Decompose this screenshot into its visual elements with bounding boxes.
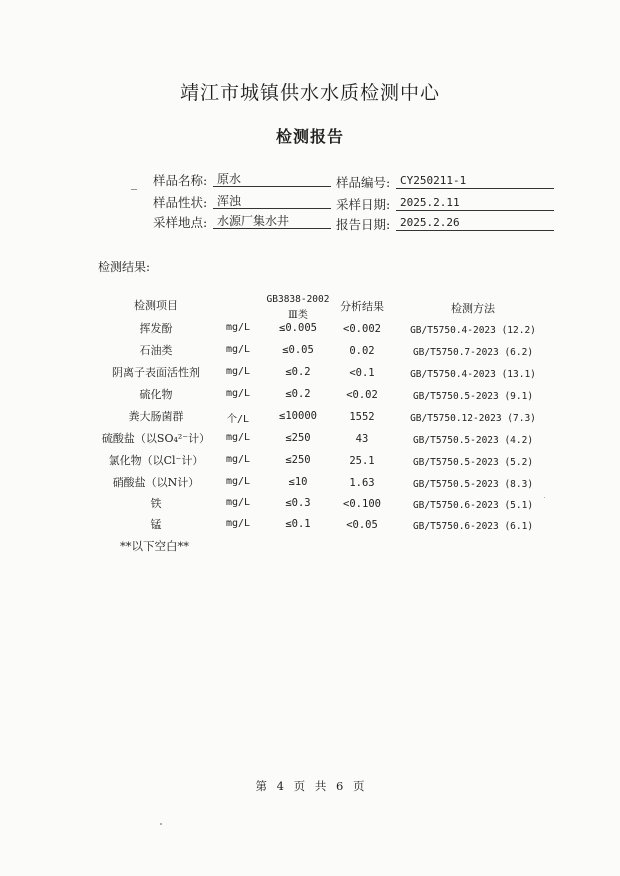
col-header-method: 检测方法	[451, 302, 495, 315]
row-unit: mg/L	[225, 344, 251, 355]
sampling-location-label: 采样地点:	[153, 215, 208, 230]
row-unit: mg/L	[225, 322, 251, 333]
scan-speck	[160, 823, 162, 825]
blank-below-note: **以下空白**	[120, 539, 189, 553]
report-date-label: 报告日期:	[336, 217, 391, 232]
row-unit: mg/L	[225, 366, 251, 377]
report-title: 检测报告	[275, 127, 344, 146]
sampling-date-label: 采样日期:	[336, 197, 391, 212]
col-header-standard-line2: Ⅲ类	[288, 310, 308, 321]
row-method: GB/T5750.4-2023 (13.1)	[410, 369, 536, 380]
row-method: GB/T5750.4-2023 (12.2)	[410, 325, 536, 336]
row-method: GB/T5750.5-2023 (4.2)	[412, 435, 534, 446]
row-unit: mg/L	[225, 518, 251, 529]
row-method: GB/T5750.5-2023 (9.1)	[412, 391, 534, 402]
page-footer: 第 4 页 共 6 页	[255, 779, 365, 793]
row-limit: ≤0.05	[282, 344, 314, 356]
row-unit: mg/L	[225, 497, 251, 508]
row-unit: mg/L	[225, 388, 251, 399]
row-result: <0.05	[346, 519, 378, 531]
row-result: 43	[355, 433, 369, 445]
row-limit: ≤250	[285, 454, 311, 466]
row-item: 硝酸盐（以N计）	[112, 476, 200, 489]
sampling-location-value: 水源厂集水井	[213, 213, 331, 229]
scan-speck	[544, 497, 545, 498]
row-unit: mg/L	[225, 454, 251, 465]
sample-name-label: 样品名称:	[153, 173, 208, 188]
col-header-result: 分析结果	[340, 300, 384, 313]
row-limit: ≤0.3	[285, 497, 311, 509]
row-limit: ≤10000	[279, 410, 317, 422]
row-result: 1552	[349, 411, 375, 423]
row-item: 粪大肠菌群	[128, 410, 184, 423]
sample-nature-value: 浑浊	[213, 193, 331, 209]
row-item: 挥发酚	[139, 322, 173, 335]
row-method: GB/T5750.6-2023 (5.1)	[412, 500, 534, 511]
row-item: 锰	[150, 518, 162, 531]
row-result: <0.100	[343, 498, 381, 510]
row-limit: ≤250	[285, 432, 311, 444]
row-unit: mg/L	[225, 432, 251, 443]
report-date-value: 2025.2.26	[396, 215, 554, 231]
row-item: 铁	[150, 497, 162, 510]
results-heading: 检测结果:	[98, 260, 151, 274]
row-method: GB/T5750.6-2023 (6.1)	[412, 521, 534, 532]
sample-name-value: 原水	[213, 171, 331, 187]
row-item: 硫化物	[139, 388, 173, 401]
sample-nature-label: 样品性状:	[153, 195, 208, 210]
row-item: 硫酸盐（以SO₄²⁻计）	[101, 432, 211, 445]
row-item: 氯化物（以Cl⁻计）	[108, 454, 204, 467]
row-result: <0.1	[349, 367, 375, 379]
row-result: <0.02	[346, 389, 378, 401]
row-limit: ≤0.2	[285, 388, 311, 400]
sample-number-label: 样品编号:	[336, 175, 391, 190]
row-item: 阴离子表面活性剂	[112, 366, 200, 379]
row-item: 石油类	[139, 344, 173, 357]
organization-title: 靖江市城镇供水水质检测中心	[179, 82, 440, 104]
row-result: 25.1	[349, 455, 375, 467]
margin-mark: _	[131, 176, 137, 190]
sample-number-value: CY250211-1	[396, 173, 554, 189]
row-result: 0.02	[349, 345, 375, 357]
row-method: GB/T5750.7-2023 (6.2)	[412, 347, 534, 358]
row-limit: ≤10	[288, 476, 308, 488]
col-header-item: 检测项目	[134, 299, 178, 312]
row-method: GB/T5750.5-2023 (5.2)	[412, 457, 534, 468]
sampling-date-value: 2025.2.11	[396, 195, 554, 211]
row-limit: ≤0.2	[285, 366, 311, 378]
col-header-standard-line1: GB3838-2002	[266, 294, 330, 305]
row-method: GB/T5750.5-2023 (8.3)	[412, 479, 534, 490]
row-limit: ≤0.005	[279, 322, 317, 334]
row-result: <0.002	[343, 323, 381, 335]
row-limit: ≤0.1	[285, 518, 311, 530]
row-result: 1.63	[349, 477, 375, 489]
row-unit: 个/L	[226, 414, 250, 425]
row-method: GB/T5750.12-2023 (7.3)	[410, 413, 536, 424]
row-unit: mg/L	[225, 476, 251, 487]
